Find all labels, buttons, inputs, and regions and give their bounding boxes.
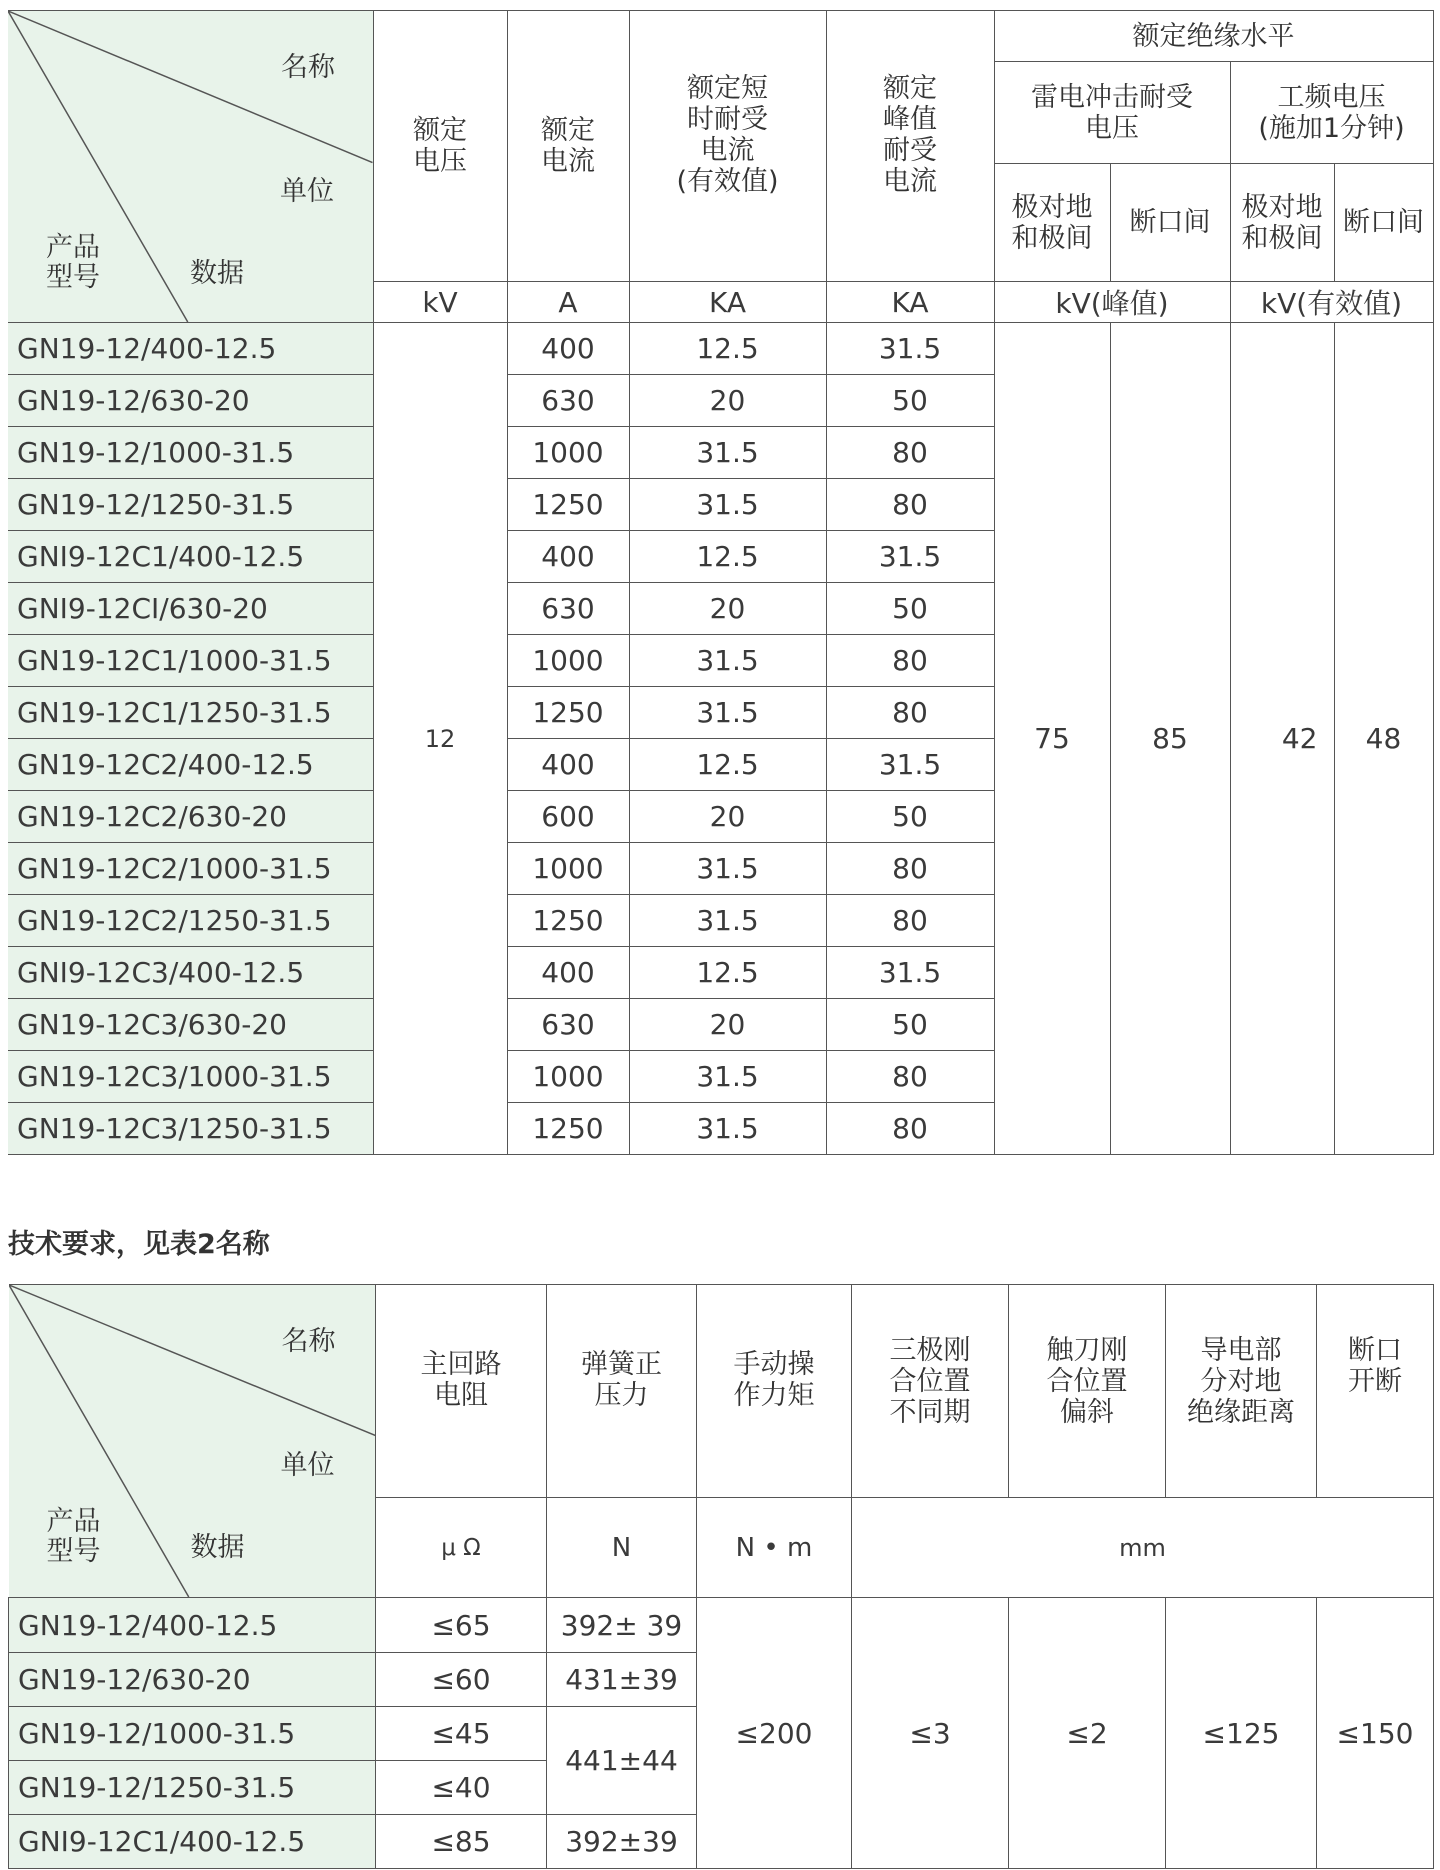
table1-current-cell: 400	[507, 947, 629, 999]
header-power-ground: 极对地 和极间	[1230, 164, 1334, 282]
table1-short-cell: 12.5	[629, 531, 826, 583]
table1-current-cell: 1000	[507, 635, 629, 687]
header-three-pole-sync: 三极刚 合位置 不同期	[852, 1285, 1009, 1498]
table1-current-cell: 630	[507, 375, 629, 427]
header-insulation-level: 额定绝缘水平	[994, 11, 1433, 62]
table1-peak-cell: 80	[826, 687, 994, 739]
table1-short-cell: 31.5	[629, 1103, 826, 1155]
corner-data-label-2: 数据	[190, 1532, 245, 1563]
table1-peak-cell: 80	[826, 843, 994, 895]
table2-resistance-cell: ≤65	[376, 1598, 547, 1653]
table1-short-cell: 12.5	[629, 739, 826, 791]
table1-current-cell: 1250	[507, 687, 629, 739]
header-ground-insulation-distance: 导电部 分对地 绝缘距离	[1166, 1285, 1317, 1498]
table1-short-cell: 31.5	[629, 687, 826, 739]
table1-power-break-merged: 48	[1334, 323, 1433, 1155]
table1-short-cell: 20	[629, 583, 826, 635]
corner-model-label: 产品 型号	[46, 232, 100, 293]
table1-short-cell: 31.5	[629, 635, 826, 687]
table2-insul-merged: ≤125	[1166, 1598, 1317, 1869]
table1-model-cell: GN19-12C2/1250-31.5	[8, 895, 373, 947]
header-manual-torque: 手动操 作力矩	[697, 1285, 852, 1498]
unit-torque: N • m	[697, 1498, 852, 1598]
table1-model-cell: GN19-12C3/1250-31.5	[8, 1103, 373, 1155]
table2-spring-cell: 392±39	[547, 1815, 697, 1869]
table1-current-cell: 1250	[507, 479, 629, 531]
table1-model-cell: GN19-12C3/1000-31.5	[8, 1051, 373, 1103]
table1-peak-cell: 50	[826, 791, 994, 843]
table1-short-cell: 20	[629, 375, 826, 427]
rating-table	[8, 10, 1434, 1155]
table2-skew-merged: ≤2	[1009, 1598, 1166, 1869]
table1-peak-cell: 31.5	[826, 947, 994, 999]
table1-current-cell: 400	[507, 739, 629, 791]
unit-lightning: kV(峰值)	[994, 282, 1230, 323]
table1-model-cell: GN19-12/1250-31.5	[8, 479, 373, 531]
corner-data-label: 数据	[190, 258, 244, 289]
table1-current-cell: 1000	[507, 843, 629, 895]
table2-resistance-cell: ≤85	[376, 1815, 547, 1869]
table1-peak-cell: 50	[826, 375, 994, 427]
table1-peak-cell: 31.5	[826, 531, 994, 583]
table1-peak-cell: 80	[826, 895, 994, 947]
table1-model-cell: GN19-12C3/630-20	[8, 999, 373, 1051]
unit-resistance: μ Ω	[376, 1498, 547, 1598]
table1-short-cell: 31.5	[629, 427, 826, 479]
table1-peak-cell: 80	[826, 1103, 994, 1155]
table1-model-cell: GN19-12C2/630-20	[8, 791, 373, 843]
table2-caption: 技术要求，见表2名称	[8, 1229, 270, 1260]
header-spring-pressure: 弹簧正 压力	[547, 1285, 697, 1498]
header-rated-current: 额定 电流	[507, 11, 629, 282]
unit-voltage: kV	[373, 282, 507, 323]
corner-unit-label-2: 单位	[280, 1450, 335, 1481]
table1-short-cell: 20	[629, 791, 826, 843]
header-lightning-impulse: 雷电冲击耐受 电压	[994, 62, 1230, 164]
table2-model-cell: GNI9-12C1/400-12.5	[9, 1815, 376, 1869]
table1-model-cell: GN19-12/400-12.5	[8, 323, 373, 375]
table1-short-cell: 31.5	[629, 843, 826, 895]
unit-spring: N	[547, 1498, 697, 1598]
table2-model-cell: GN19-12/630-20	[9, 1653, 376, 1707]
table1-model-cell: GN19-12C2/1000-31.5	[8, 843, 373, 895]
table1-peak-cell: 50	[826, 583, 994, 635]
header-short-time-current: 额定短 时耐受 电流 (有效值)	[629, 11, 826, 282]
unit-current: A	[507, 282, 629, 323]
table1-peak-cell: 80	[826, 427, 994, 479]
table1-current-cell: 1250	[507, 895, 629, 947]
technical-requirements-table	[8, 1284, 1434, 1869]
unit-mm: mm	[852, 1498, 1434, 1598]
corner-header-2	[9, 1285, 376, 1598]
corner-header	[8, 11, 373, 323]
table2-torque-merged: ≤200	[697, 1598, 852, 1869]
table1-model-cell: GN19-12C1/1000-31.5	[8, 635, 373, 687]
table1-model-cell: GNI9-12C1/400-12.5	[8, 531, 373, 583]
table1-power-ground-merged: 42	[1230, 323, 1334, 1155]
table1-current-cell: 1000	[507, 1051, 629, 1103]
table1-short-cell: 12.5	[629, 947, 826, 999]
table2-model-cell: GN19-12/400-12.5	[9, 1598, 376, 1653]
table1-current-cell: 630	[507, 999, 629, 1051]
table2-resistance-cell: ≤45	[376, 1707, 547, 1761]
unit-peak: KA	[826, 282, 994, 323]
table1-short-cell: 31.5	[629, 479, 826, 531]
table1-model-cell: GN19-12C2/400-12.5	[8, 739, 373, 791]
header-peak-current: 额定 峰值 耐受 电流	[826, 11, 994, 282]
unit-power: kV(有效值)	[1230, 282, 1433, 323]
corner-name-label: 名称	[281, 52, 335, 83]
table1-model-cell: GN19-12C1/1250-31.5	[8, 687, 373, 739]
header-main-circuit-resistance: 主回路 电阻	[376, 1285, 547, 1498]
header-break-gap: 断口 开断	[1317, 1285, 1434, 1498]
corner-model-label-2: 产品 型号	[46, 1506, 101, 1567]
table1-peak-cell: 31.5	[826, 739, 994, 791]
header-lightning-break: 断口间	[1110, 164, 1230, 282]
table1-peak-cell: 80	[826, 479, 994, 531]
table1-voltage-merged: 12	[373, 323, 507, 1155]
header-blade-skew: 触刀刚 合位置 偏斜	[1009, 1285, 1166, 1498]
unit-short: KA	[629, 282, 826, 323]
table1-model-cell: GN19-12/1000-31.5	[8, 427, 373, 479]
table1-model-cell: GNI9-12CI/630-20	[8, 583, 373, 635]
table1-current-cell: 600	[507, 791, 629, 843]
table1-lightning-ground-merged: 75	[994, 323, 1110, 1155]
header-lightning-ground: 极对地 和极间	[994, 164, 1110, 282]
table2-spring-cell: 392± 39	[547, 1598, 697, 1653]
table1-current-cell: 630	[507, 583, 629, 635]
table2-sync-merged: ≤3	[852, 1598, 1009, 1869]
header-power-break: 断口间	[1334, 164, 1433, 282]
header-power-frequency: 工频电压 (施加1分钟)	[1230, 62, 1433, 164]
table2-resistance-cell: ≤60	[376, 1653, 547, 1707]
table2-model-cell: GN19-12/1000-31.5	[9, 1707, 376, 1761]
table1-model-cell: GNI9-12C3/400-12.5	[8, 947, 373, 999]
table1-peak-cell: 80	[826, 635, 994, 687]
table1-current-cell: 400	[507, 531, 629, 583]
table1-short-cell: 20	[629, 999, 826, 1051]
table2-gap-merged: ≤150	[1317, 1598, 1434, 1869]
header-rated-voltage: 额定 电压	[373, 11, 507, 282]
corner-unit-label: 单位	[280, 176, 334, 207]
table1-current-cell: 400	[507, 323, 629, 375]
table1-current-cell: 1250	[507, 1103, 629, 1155]
table1-short-cell: 12.5	[629, 323, 826, 375]
table1-current-cell: 1000	[507, 427, 629, 479]
table1-peak-cell: 80	[826, 1051, 994, 1103]
table1-lightning-break-merged: 85	[1110, 323, 1230, 1155]
table2-spring-merged: 441±44	[547, 1707, 697, 1815]
corner-name-label-2: 名称	[281, 1326, 336, 1357]
table1-peak-cell: 31.5	[826, 323, 994, 375]
table2-spring-cell: 431±39	[547, 1653, 697, 1707]
table2-resistance-cell: ≤40	[376, 1761, 547, 1815]
table1-short-cell: 31.5	[629, 1051, 826, 1103]
table1-peak-cell: 50	[826, 999, 994, 1051]
table2-model-cell: GN19-12/1250-31.5	[9, 1761, 376, 1815]
table1-model-cell: GN19-12/630-20	[8, 375, 373, 427]
table1-short-cell: 31.5	[629, 895, 826, 947]
